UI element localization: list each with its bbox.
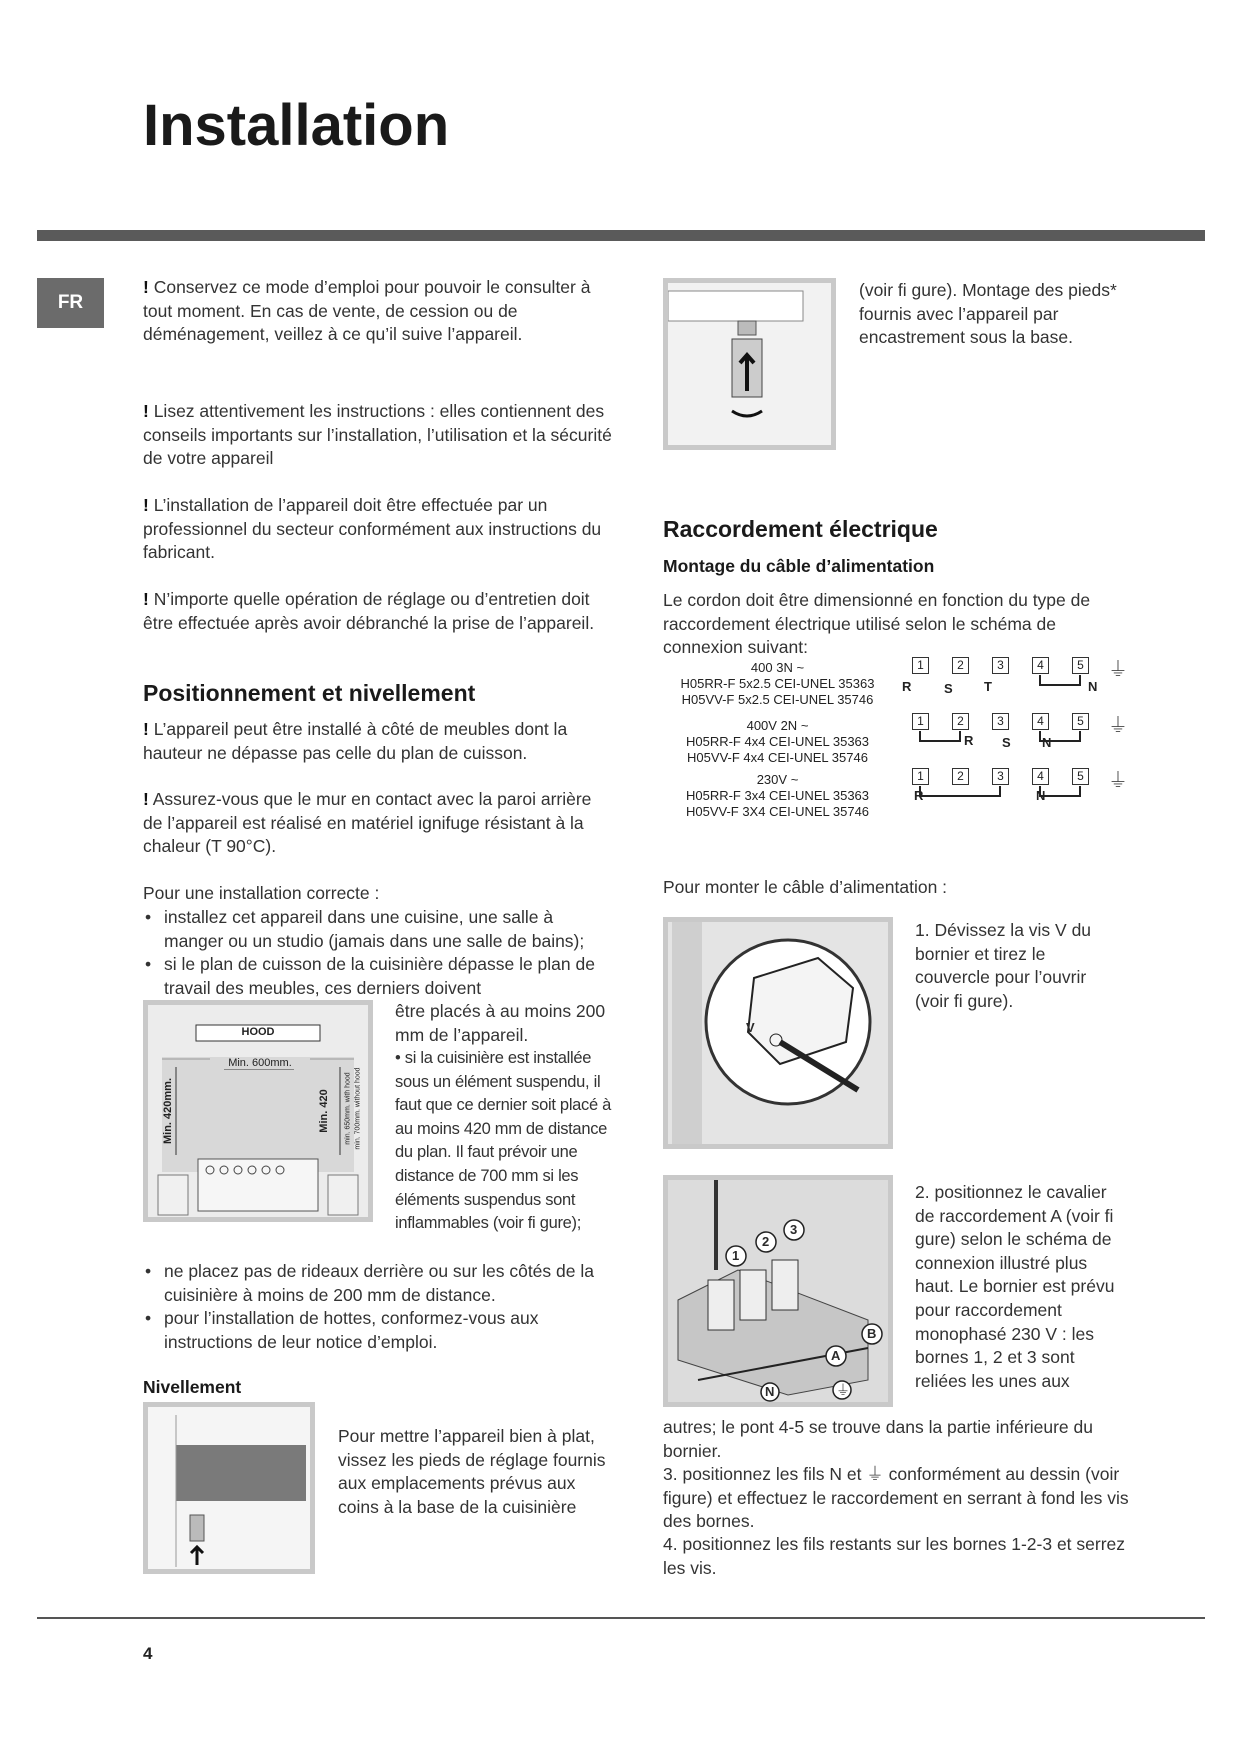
note-2: ! Lisez attentivement les instructions : elles contiennent des conseils importants sur l’installation, l’utilisation et la sécurité de votre appareil bbox=[143, 401, 612, 469]
positioning-note-1: ! L’appareil peut être installé à côté de meubles dont la hauteur ne dépasse pas celle du plan de cuisson. bbox=[143, 719, 568, 763]
fig-label-a: A bbox=[831, 1348, 841, 1363]
header-rule bbox=[37, 230, 1205, 241]
conn-row-3-specs: 230V ~ H05RR-F 3x4 CEI-UNEL 35363 H05VV-F 3X4 CEI-UNEL 35746 bbox=[685, 772, 870, 819]
positioning-bullets-bottom bbox=[143, 1260, 613, 1354]
bullet-5: • pour l’installation de hottes, conformez-vous aux instructions de leur notice d’emploi. bbox=[143, 1307, 613, 1354]
levelling-drawing bbox=[148, 1407, 310, 1569]
feet-text: (voir fi gure). Montage des pieds* fournis avec l’appareil par encastrement sous la base. bbox=[859, 280, 1117, 348]
terminal-diagram-1: 1 2 3 4 5 ⏚ R S T N bbox=[902, 658, 1128, 696]
page-title: Installation bbox=[143, 93, 450, 158]
step-1: 1. Dévissez la vis V du bornier et tirez le couvercle pour l’ouvrir (voir fi gure). bbox=[915, 920, 1092, 1011]
cable-subheading: Montage du câble d’alimentation bbox=[663, 556, 935, 576]
bullet-2: • si le plan de cuisson de la cuisinière dépasse le plan de travail des meubles, ces derniers doivent bbox=[143, 953, 613, 1000]
fig-label-1: 1 bbox=[732, 1248, 740, 1263]
conn-row-2-specs: 400V 2N ~ H05RR-F 4x4 CEI-UNEL 35363 H05VV-F 4x4 CEI-UNEL 35746 bbox=[685, 718, 870, 765]
note-1: ! Conservez ce mode d’emploi pour pouvoir le consulter à tout moment. En cas de vente, de cession ou de déménagement, veillez à ce qu’il suive l’appareil. bbox=[143, 277, 591, 345]
min-700-label: min. 700mm. without hood bbox=[354, 1067, 362, 1150]
mount-intro: Pour monter le câble d’alimentation : bbox=[663, 877, 948, 897]
electrical-heading: Raccordement électrique bbox=[663, 516, 938, 542]
screw-v-label: V bbox=[746, 1020, 755, 1035]
fig-label-n: N bbox=[765, 1384, 775, 1399]
electrical-intro: Le cordon doit être dimensionné en fonction du type de raccordement électrique utilisé selon le schéma de connexion suivant: bbox=[663, 590, 1091, 658]
bullet-3: • si la cuisinière est installée sous un élément suspendu, il faut que ce dernier soit placé à au moins 420 mm de distance du plan. Il faut prévoir une distance de 700 mm si les éléments suspendus sont inflammables (voir fi gure); bbox=[395, 1049, 612, 1233]
levelling-heading: Nivellement bbox=[143, 1377, 242, 1397]
step-3: 3. positionnez les fils N et ⏚ conformément au dessin (voir figure) et effectuez le raccordement en serrant à fond les vis des bornes. bbox=[663, 1464, 1129, 1532]
terminal-diagram-3: 1 2 3 4 5 ⏚ R N bbox=[914, 769, 1128, 803]
positioning-note-2: ! Assurez-vous que le mur en contact avec la paroi arrière de l’appareil est réalisé en matériel ignifuge résistant à la chaleur (T 90°C). bbox=[143, 789, 592, 857]
language-badge: FR bbox=[37, 278, 104, 328]
hood-clearance-figure bbox=[143, 1000, 373, 1222]
terminal-cover-drawing bbox=[668, 922, 888, 1144]
hood-label: HOOD bbox=[241, 1026, 275, 1038]
positioning-intro: Pour une installation correcte : bbox=[143, 883, 380, 903]
terminal-block-drawing bbox=[668, 1180, 888, 1402]
fig-label-2: 2 bbox=[762, 1234, 770, 1249]
positioning-heading: Positionnement et nivellement bbox=[143, 680, 476, 706]
page-number: 4 bbox=[143, 1644, 153, 1663]
bullet-4: • ne placez pas de rideaux derrière ou sur les côtés de la cuisinière à moins de 200 mm de distance. bbox=[143, 1260, 613, 1307]
note-4: ! N’importe quelle opération de réglage ou d’entretien doit être effectuée après avoir débranché la prise de l’appareil. bbox=[143, 589, 595, 633]
bullet-2-continued: être placés à au moins 200 mm de l’appareil. bbox=[395, 1001, 606, 1045]
terminal-wiring-lines bbox=[912, 657, 1112, 817]
levelling-figure bbox=[143, 1402, 315, 1574]
fig-label-3: 3 bbox=[790, 1222, 798, 1237]
step-4: 4. positionnez les fils restants sur les bornes 1-2-3 et serrez les vis. bbox=[663, 1534, 1126, 1578]
min-left-label: Min. 420mm. bbox=[162, 1077, 174, 1145]
step-2-cont: autres; le pont 4-5 se trouve dans la partie inférieure du bornier. bbox=[663, 1417, 1093, 1461]
fig-label-ground: ⏚ bbox=[836, 1382, 850, 1398]
bullet-1: • installez cet appareil dans une cuisine, une salle à manger ou un studio (jamais dans une salle de bains); bbox=[143, 906, 613, 953]
feet-drawing bbox=[668, 283, 831, 445]
note-3: ! L’installation de l’appareil doit être effectuée par un professionnel du secteur conformément aux instructions du fabricant. bbox=[143, 495, 602, 563]
footer-rule bbox=[37, 1617, 1205, 1619]
terminal-diagram-2: 1 2 3 4 5 ⏚ R S N bbox=[912, 713, 1132, 753]
min-width-label: Min. 600mm. bbox=[210, 1057, 310, 1069]
terminal-cover-figure bbox=[663, 917, 893, 1149]
min-650-label: min. 650mm. with hood bbox=[344, 1072, 352, 1145]
fig-label-b: B bbox=[867, 1326, 877, 1341]
terminal-block-figure bbox=[663, 1175, 893, 1407]
step-2-side: 2. positionnez le cavalier de raccordement A (voir fi gure) selon le schéma de connexion illustré plus haut. Le bornier est prévu pour raccordement monophasé 230 V : les bornes 1, 2 et 3 sont reliées les unes aux bbox=[915, 1182, 1115, 1391]
levelling-text: Pour mettre l’appareil bien à plat, vissez les pieds de réglage fournis aux emplacements prévus aux coins à la base de la cuisinière bbox=[338, 1426, 606, 1517]
conn-row-1-specs: 400 3N ~ H05RR-F 5x2.5 CEI-UNEL 35363 H05VV-F 5x2.5 CEI-UNEL 35746 bbox=[680, 660, 875, 707]
positioning-bullets-top bbox=[143, 906, 613, 1000]
feet-figure bbox=[663, 278, 836, 450]
min-right-label: Min. 420 bbox=[318, 1089, 330, 1133]
